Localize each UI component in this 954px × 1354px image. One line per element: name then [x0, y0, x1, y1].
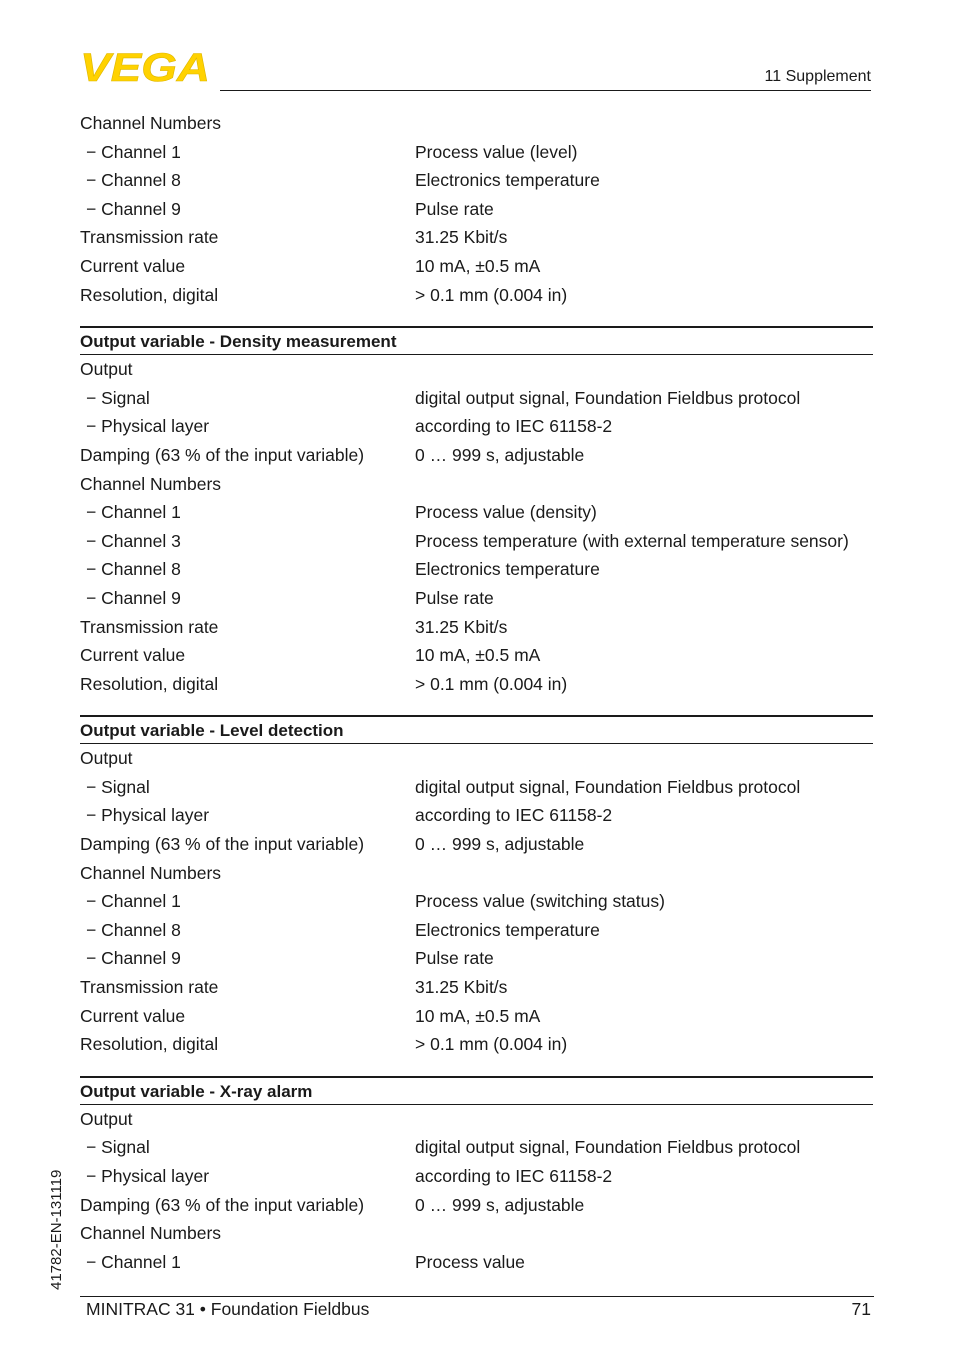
- spec-label: Resolution, digital: [80, 1034, 219, 1055]
- spec-value: > 0.1 mm (0.004 in): [415, 284, 568, 305]
- spec-row: [80, 109, 873, 138]
- spec-label: Output: [80, 748, 133, 769]
- spec-row: [80, 1133, 873, 1162]
- spec-row: [80, 281, 873, 310]
- spec-row: [80, 1191, 873, 1220]
- spec-value: Pulse rate: [415, 948, 494, 969]
- spec-label: Channel Numbers: [80, 113, 222, 133]
- spec-label: − Channel 8: [86, 559, 181, 580]
- spec-value: 31.25 Kbit/s: [415, 977, 508, 998]
- spec-row: [80, 166, 873, 195]
- spec-row: [80, 744, 873, 773]
- spec-row: [80, 887, 873, 916]
- spec-value: Electronics temperature: [415, 170, 600, 191]
- spec-label: − Channel 1: [86, 502, 181, 523]
- spec-row: [80, 1162, 873, 1191]
- spec-label: − Signal: [86, 1137, 150, 1158]
- spec-row: [80, 1105, 873, 1134]
- spec-row: [80, 801, 873, 830]
- spec-label: − Signal: [86, 387, 150, 408]
- spec-label: − Channel 9: [86, 587, 181, 608]
- spec-value: Process value (level): [415, 141, 578, 162]
- spec-value: 10 mA, ±0.5 mA: [415, 645, 541, 666]
- section-label: 11 Supplement: [764, 68, 871, 85]
- spec-row: [80, 498, 873, 527]
- spec-label: Current value: [80, 1005, 186, 1026]
- spec-value: > 0.1 mm (0.004 in): [415, 1034, 568, 1055]
- spec-row: [80, 138, 873, 167]
- spec-row: [80, 830, 873, 859]
- spec-label: Current value: [80, 645, 186, 666]
- spec-label: Transmission rate: [80, 977, 219, 998]
- spec-label: − Channel 9: [86, 948, 181, 969]
- spec-value: Electronics temperature: [415, 559, 600, 580]
- spec-row: [80, 670, 873, 699]
- spec-row: [80, 384, 873, 413]
- spec-value: 31.25 Kbit/s: [415, 616, 508, 637]
- spec-row: [80, 1002, 873, 1031]
- document-number: 41782-EN-131119: [48, 1169, 65, 1290]
- spec-value: digital output signal, Foundation Fieldbus protocol: [415, 776, 801, 797]
- spec-row: [80, 195, 873, 224]
- spec-label: − Channel 1: [86, 141, 181, 162]
- vega-logo: [80, 50, 212, 84]
- spec-label: − Channel 9: [86, 198, 181, 219]
- spec-value: Pulse rate: [415, 587, 494, 608]
- spec-value: Process value (switching status): [415, 891, 665, 912]
- spec-label: − Physical layer: [86, 805, 210, 826]
- footer-title: MINITRAC 31 • Foundation Fieldbus: [86, 1299, 370, 1319]
- svg-text:VEGA: VEGA: [80, 50, 210, 84]
- spec-row: [80, 223, 873, 252]
- spec-row: [80, 412, 873, 441]
- spec-row: [80, 1030, 873, 1059]
- spec-row: [80, 613, 873, 642]
- spec-label: − Channel 8: [86, 919, 181, 940]
- spec-label: Output: [80, 1108, 133, 1129]
- spec-label: Damping (63 % of the input variable): [80, 1194, 365, 1215]
- spec-label: − Channel 1: [86, 1251, 181, 1272]
- spec-label: Channel Numbers: [80, 1223, 222, 1244]
- spec-row: [80, 441, 873, 470]
- spec-value: Electronics temperature: [415, 919, 600, 940]
- spec-label: Channel Numbers: [80, 473, 222, 494]
- spec-row: [80, 944, 873, 973]
- spec-row: [80, 527, 873, 556]
- footer-rule: [80, 1296, 874, 1297]
- section-heading: Output variable - X-ray alarm: [80, 1076, 873, 1105]
- spec-value: 10 mA, ±0.5 mA: [415, 1005, 541, 1026]
- section-heading: Output variable - Level detection: [80, 715, 873, 744]
- spec-label: − Channel 8: [86, 170, 181, 191]
- spec-value: Process temperature (with external temperature sensor): [415, 530, 849, 551]
- spec-row: [80, 859, 873, 888]
- spec-row: [80, 1248, 873, 1277]
- spec-value: according to IEC 61158-2: [415, 805, 613, 826]
- spec-label: Transmission rate: [80, 227, 219, 248]
- spec-value: 0 … 999 s, adjustable: [415, 1194, 585, 1215]
- spec-row: [80, 252, 873, 281]
- spec-label: Channel Numbers: [80, 862, 222, 883]
- spec-content: [80, 109, 873, 1276]
- spec-row: [80, 641, 873, 670]
- spec-row: [80, 584, 873, 613]
- spec-value: Process value: [415, 1251, 525, 1272]
- spec-label: Damping (63 % of the input variable): [80, 444, 365, 465]
- spec-label: − Channel 1: [86, 891, 181, 912]
- spec-value: Process value (density): [415, 502, 597, 523]
- page-number: 71: [851, 1299, 871, 1319]
- spec-value: 0 … 999 s, adjustable: [415, 834, 585, 855]
- spec-label: Resolution, digital: [80, 284, 219, 305]
- spec-value: digital output signal, Foundation Fieldbus protocol: [415, 387, 801, 408]
- spec-value: 31.25 Kbit/s: [415, 227, 508, 248]
- spec-label: Damping (63 % of the input variable): [80, 834, 365, 855]
- spec-value: according to IEC 61158-2: [415, 416, 613, 437]
- spec-label: − Channel 3: [86, 530, 181, 551]
- spec-value: Pulse rate: [415, 198, 494, 219]
- spec-value: according to IEC 61158-2: [415, 1166, 613, 1186]
- spec-row: [80, 773, 873, 802]
- spec-row: [80, 916, 873, 945]
- spec-value: 10 mA, ±0.5 mA: [415, 255, 541, 276]
- spec-label: − Signal: [86, 776, 150, 797]
- spec-row: [80, 555, 873, 584]
- spec-value: 0 … 999 s, adjustable: [415, 444, 585, 465]
- spec-row: [80, 355, 873, 384]
- spec-label: Transmission rate: [80, 616, 219, 637]
- spec-label: − Physical layer: [86, 416, 210, 437]
- header-rule: [220, 90, 871, 91]
- spec-value: > 0.1 mm (0.004 in): [415, 673, 568, 694]
- section-heading: Output variable - Density measurement: [80, 326, 873, 355]
- spec-row: [80, 470, 873, 499]
- spec-label: Resolution, digital: [80, 673, 219, 694]
- spec-label: Current value: [80, 255, 186, 276]
- spec-label: Output: [80, 359, 133, 380]
- spec-row: [80, 973, 873, 1002]
- spec-value: digital output signal, Foundation Fieldbus protocol: [415, 1137, 801, 1158]
- spec-row: [80, 1219, 873, 1248]
- spec-label: − Physical layer: [86, 1166, 210, 1186]
